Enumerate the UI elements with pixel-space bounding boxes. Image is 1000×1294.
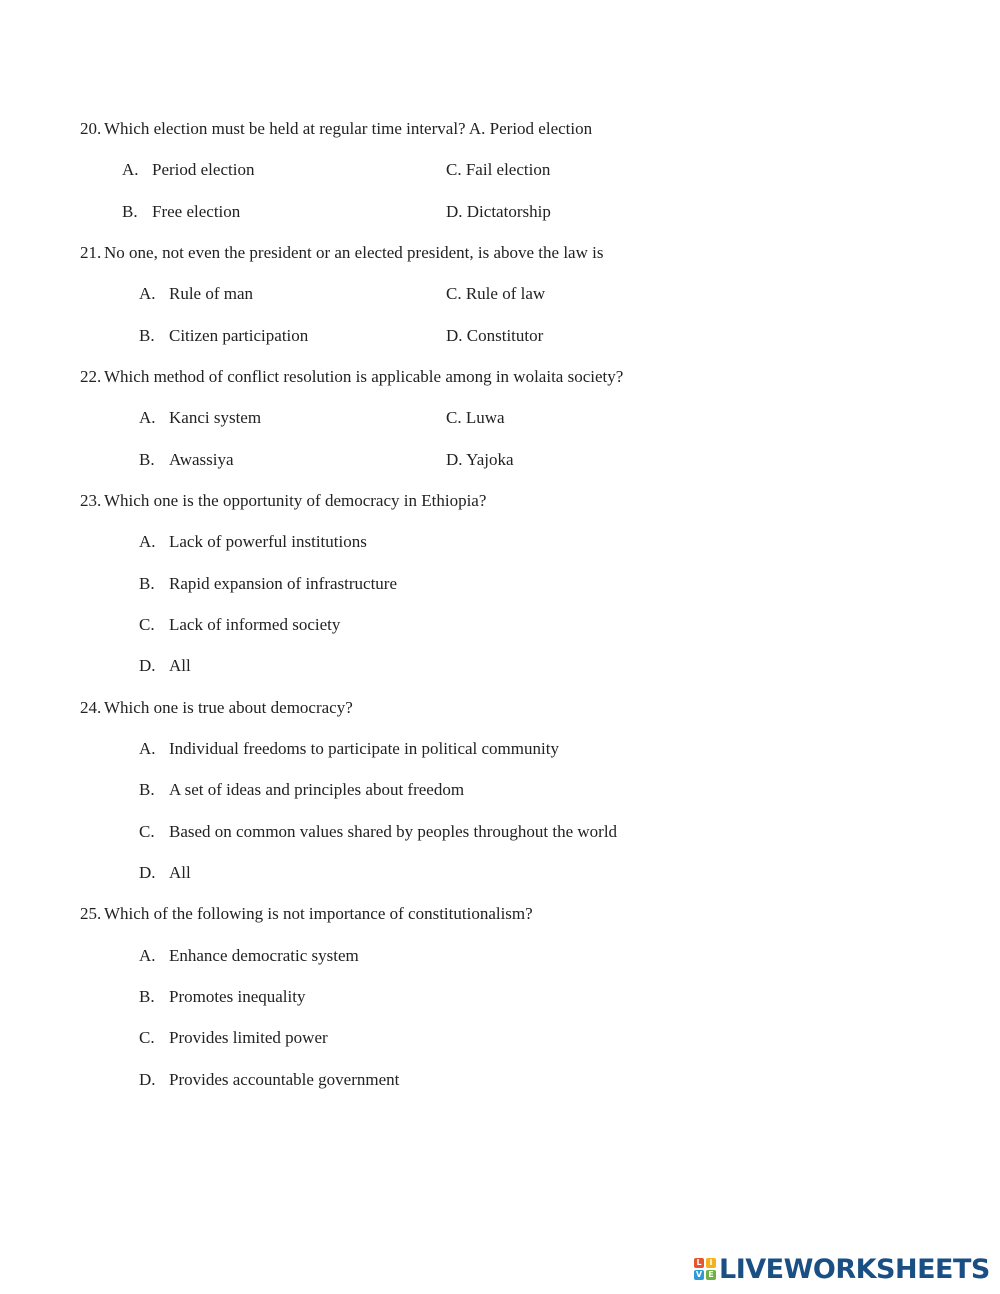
question-number: 25. bbox=[80, 904, 102, 923]
option-21-a[interactable] bbox=[139, 284, 253, 304]
logo-square-e: E bbox=[706, 1270, 716, 1280]
option-24-b[interactable] bbox=[139, 780, 464, 800]
question-25 bbox=[80, 904, 533, 924]
option-letter: A. bbox=[139, 284, 156, 303]
option-text: All bbox=[169, 863, 191, 882]
option-text: Yajoka bbox=[466, 450, 514, 469]
question-number: 20. bbox=[80, 119, 102, 138]
option-letter: B. bbox=[139, 574, 155, 593]
liveworksheets-logo[interactable] bbox=[694, 1254, 990, 1284]
option-text: Individual freedoms to participate in political community bbox=[169, 739, 559, 758]
option-text: Fail election bbox=[465, 160, 551, 179]
option-21-c[interactable] bbox=[446, 284, 545, 304]
question-text: Which one is the opportunity of democracy in Ethiopia? bbox=[104, 491, 487, 510]
option-letter: A. bbox=[122, 160, 139, 179]
option-21-b[interactable] bbox=[139, 326, 308, 346]
question-text: No one, not even the president or an elected president, is above the law is bbox=[104, 243, 604, 262]
option-20-b[interactable] bbox=[122, 202, 240, 222]
option-letter: C. bbox=[446, 408, 462, 427]
option-text: Based on common values shared by peoples throughout the world bbox=[169, 822, 618, 841]
option-23-d[interactable] bbox=[139, 656, 191, 676]
option-letter: D. bbox=[139, 1070, 156, 1089]
option-25-d[interactable] bbox=[139, 1070, 399, 1090]
option-22-d[interactable] bbox=[446, 450, 514, 470]
option-text: Provides accountable government bbox=[169, 1070, 400, 1089]
question-24 bbox=[80, 698, 353, 718]
option-letter: B. bbox=[139, 780, 155, 799]
option-24-a[interactable] bbox=[139, 739, 559, 759]
option-text: Kanci system bbox=[169, 408, 262, 427]
option-23-b[interactable] bbox=[139, 574, 397, 594]
question-text: Which method of conflict resolution is applicable among in wolaita society? bbox=[104, 367, 624, 386]
option-23-a[interactable] bbox=[139, 532, 367, 552]
option-24-c[interactable] bbox=[139, 822, 617, 842]
option-text: Citizen participation bbox=[169, 326, 309, 345]
option-text: Dictatorship bbox=[466, 202, 551, 221]
question-number: 24. bbox=[80, 698, 102, 717]
question-number: 21. bbox=[80, 243, 102, 262]
option-letter: D. bbox=[446, 450, 463, 469]
option-text: Rule of law bbox=[465, 284, 546, 303]
option-22-b[interactable] bbox=[139, 450, 234, 470]
option-text: Provides limited power bbox=[169, 1028, 328, 1047]
option-20-a[interactable] bbox=[122, 160, 254, 180]
logo-square-l: L bbox=[694, 1258, 704, 1268]
option-text: Rule of man bbox=[169, 284, 254, 303]
option-letter: B. bbox=[139, 326, 155, 345]
option-25-a[interactable] bbox=[139, 946, 359, 966]
question-text: Which election must be held at regular time interval? A. Period election bbox=[104, 119, 593, 138]
option-letter: A. bbox=[139, 408, 156, 427]
question-number: 22. bbox=[80, 367, 102, 386]
option-text: Lack of informed society bbox=[169, 615, 341, 634]
option-letter: C. bbox=[139, 615, 155, 634]
option-letter: D. bbox=[446, 326, 463, 345]
option-letter: B. bbox=[139, 450, 155, 469]
option-letter: A. bbox=[139, 532, 156, 551]
option-text: Enhance democratic system bbox=[169, 946, 359, 965]
option-letter: C. bbox=[139, 1028, 155, 1047]
option-text: Luwa bbox=[465, 408, 505, 427]
option-letter: D. bbox=[139, 863, 156, 882]
logo-text: LIVEWORKSHEETS bbox=[719, 1253, 990, 1285]
question-text: Which one is true about democracy? bbox=[104, 698, 353, 717]
option-text: All bbox=[169, 656, 191, 675]
question-21 bbox=[80, 243, 603, 263]
option-text: A set of ideas and principles about freedom bbox=[169, 780, 465, 799]
option-22-c[interactable] bbox=[446, 408, 505, 428]
option-text: Lack of powerful institutions bbox=[169, 532, 367, 551]
option-25-b[interactable] bbox=[139, 987, 305, 1007]
option-letter: C. bbox=[139, 822, 155, 841]
option-22-a[interactable] bbox=[139, 408, 261, 428]
option-letter: C. bbox=[446, 284, 462, 303]
option-letter: A. bbox=[139, 946, 156, 965]
option-letter: B. bbox=[122, 202, 138, 221]
question-number: 23. bbox=[80, 491, 102, 510]
logo-square-v: V bbox=[695, 1270, 703, 1279]
question-text: Which of the following is not importance of constitutionalism? bbox=[104, 904, 533, 923]
question-23 bbox=[80, 491, 486, 511]
option-21-d[interactable] bbox=[446, 326, 543, 346]
question-22 bbox=[80, 367, 623, 387]
option-23-c[interactable] bbox=[139, 615, 340, 635]
question-20 bbox=[80, 119, 592, 139]
option-20-d[interactable] bbox=[446, 202, 551, 222]
option-letter: B. bbox=[139, 987, 155, 1006]
option-text: Constitutor bbox=[466, 326, 544, 345]
option-letter: C. bbox=[446, 160, 462, 179]
logo-icon bbox=[694, 1258, 716, 1280]
option-text: Period election bbox=[152, 160, 255, 179]
option-letter: A. bbox=[139, 739, 156, 758]
option-text: Awassiya bbox=[169, 450, 234, 469]
option-24-d[interactable] bbox=[139, 863, 191, 883]
option-20-c[interactable] bbox=[446, 160, 550, 180]
option-text: Free election bbox=[152, 202, 241, 221]
logo-square-i: I bbox=[706, 1258, 716, 1268]
option-text: Rapid expansion of infrastructure bbox=[169, 574, 398, 593]
option-text: Promotes inequality bbox=[169, 987, 306, 1006]
option-25-c[interactable] bbox=[139, 1028, 328, 1048]
option-letter: D. bbox=[446, 202, 463, 221]
option-letter: D. bbox=[139, 656, 156, 675]
